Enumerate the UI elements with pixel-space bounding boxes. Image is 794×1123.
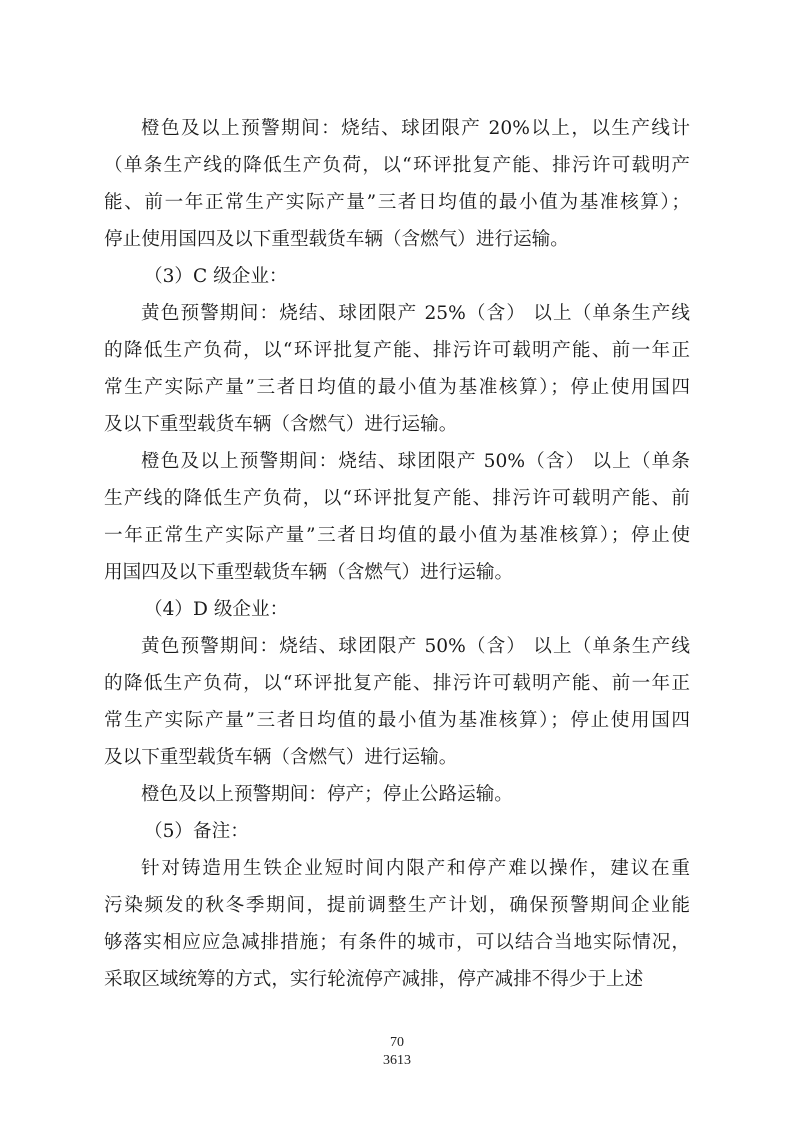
- page-number: 70: [390, 1035, 404, 1050]
- text-line: 生产线的降低生产负荷，以“环评批复产能、排污许可载明产能、前: [104, 488, 690, 509]
- text-line: 污染频发的秋冬季期间，提前调整生产计划，确保预警期间企业能: [104, 895, 690, 916]
- body-paragraph: [104, 110, 690, 258]
- text-line: 橙色及以上预警期间：停产；停止公路运输。: [141, 784, 513, 805]
- text-line: 橙色及以上预警期间：烧结、球团限产 50%（含） 以上（单条: [141, 451, 690, 472]
- text-line: 的降低生产负荷，以“环评批复产能、排污许可载明产能、前一年正: [104, 673, 690, 694]
- document-number: 3613: [383, 1053, 411, 1068]
- text-line: 常生产实际产量”三者日均值的最小值为基准核算）；停止使用国四: [104, 377, 690, 398]
- text-line: 及以下重型载货车辆（含燃气）进行运输。: [104, 747, 458, 768]
- text-line: （5）备注：: [144, 821, 249, 842]
- text-line: 一年正常生产实际产量”三者日均值的最小值为基准核算）；停止使: [104, 525, 690, 546]
- text-line: 用国四及以下重型载货车辆（含燃气）进行运输。: [104, 562, 514, 583]
- body-paragraph: [104, 850, 690, 998]
- text-line: 采取区域统筹的方式，实行轮流停产减排，停产减排不得少于上述: [104, 969, 644, 990]
- text-line: 橙色及以上预警期间：烧结、球团限产 20%以上，以生产线计: [141, 118, 690, 139]
- text-line: 常生产实际产量”三者日均值的最小值为基准核算）；停止使用国四: [104, 710, 690, 731]
- text-line: 黄色预警期间：烧结、球团限产 25%（含） 以上（单条生产线: [141, 303, 690, 324]
- section-heading: [104, 591, 690, 628]
- text-line: 停止使用国四及以下重型载货车辆（含燃气）进行运输。: [104, 229, 569, 250]
- text-line: 及以下重型载货车辆（含燃气）进行运输。: [104, 414, 458, 435]
- text-line: 够落实相应应急减排措施；有条件的城市，可以结合当地实际情况，: [104, 932, 690, 953]
- text-line: 针对铸造用生铁企业短时间内限产和停产难以操作，建议在重: [141, 858, 690, 879]
- text-line: （4）D 级企业：: [144, 599, 289, 620]
- body-paragraph: [104, 443, 690, 591]
- text-line: （单条生产线的降低生产负荷，以“环评批复产能、排污许可载明产: [104, 155, 690, 176]
- text-line: 能、前一年正常生产实际产量”三者日均值的最小值为基准核算）；: [104, 192, 690, 213]
- body-paragraph: [104, 295, 690, 443]
- text-line: 的降低生产负荷，以“环评批复产能、排污许可载明产能、前一年正: [104, 340, 690, 361]
- text-line: 黄色预警期间：烧结、球团限产 50%（含） 以上（单条生产线: [141, 636, 690, 657]
- text-line: （3）C 级企业：: [144, 266, 288, 287]
- body-paragraph: [104, 628, 690, 776]
- section-heading: [104, 813, 690, 850]
- section-heading: [104, 258, 690, 295]
- body-paragraph: [104, 776, 690, 813]
- document-body: [104, 110, 690, 998]
